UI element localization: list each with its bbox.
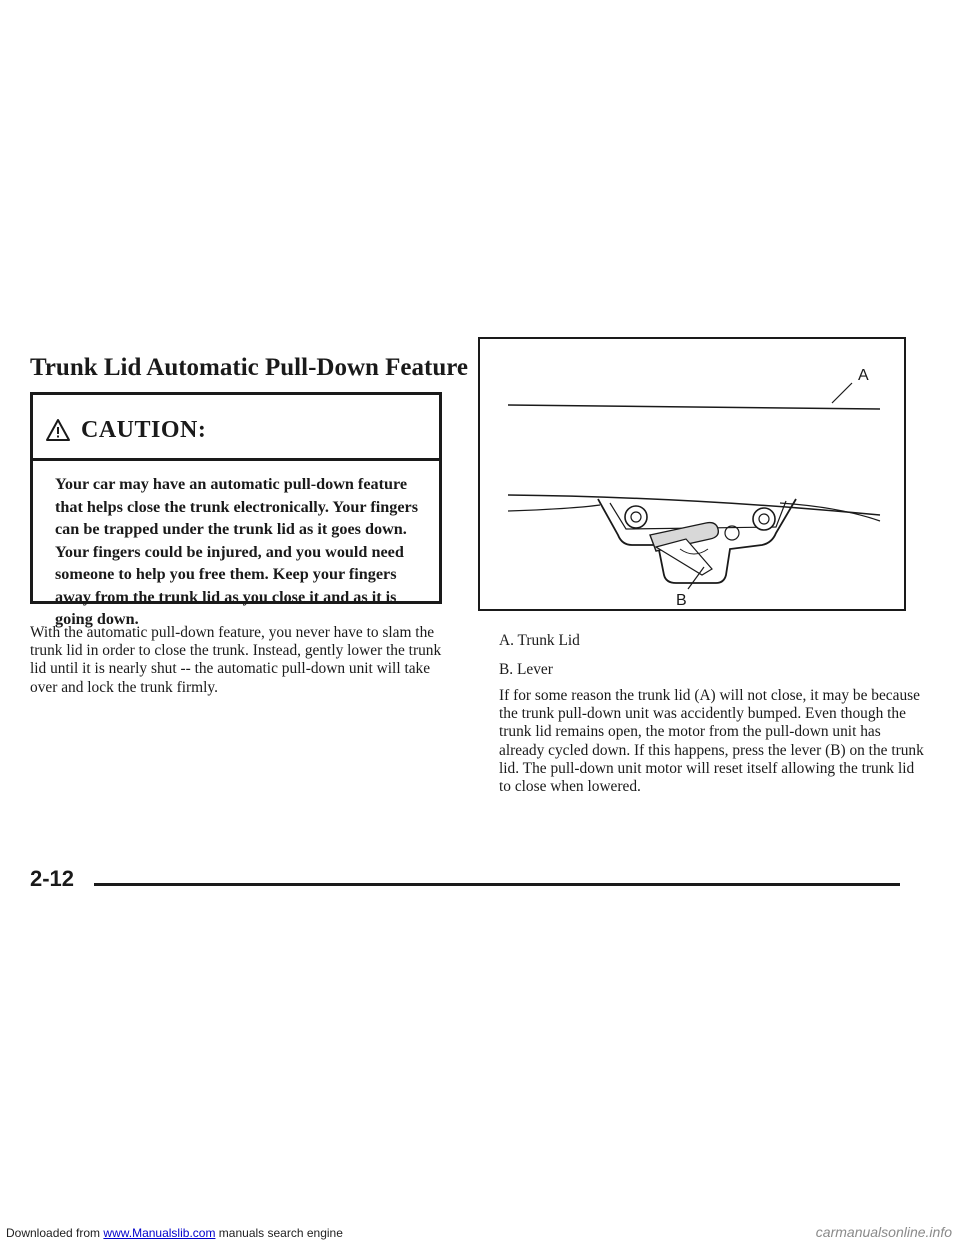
caution-heading: CAUTION: [81, 416, 207, 443]
trunk-lid-figure [478, 337, 906, 611]
callout-a: A [858, 367, 869, 384]
bottom-margin [0, 1012, 960, 1242]
watermark: carmanualsonline.info [815, 1224, 952, 1240]
footer-rule [94, 883, 900, 886]
callout-b: B [676, 592, 687, 609]
trunk-lid-illustration [480, 339, 904, 609]
intro-paragraph: With the automatic pull-down feature, you never have to slam the trunk lid in order to close the trunk. Instead, gently lower the trunk lid until it is nearly shut -- the automatic pull-down unit will take over and lock the trunk firmly. [30, 624, 442, 696]
page-number: 2-12 [30, 866, 75, 891]
warning-triangle-icon [45, 418, 71, 442]
page-title: Trunk Lid Automatic Pull-Down Feature [30, 354, 468, 381]
download-prefix: Downloaded from [6, 1226, 101, 1240]
legend-item-lever: B. Lever [499, 661, 553, 678]
caution-header [45, 417, 206, 443]
manualslib-link[interactable]: www.Manualslib.com [103, 1226, 216, 1240]
download-source-line [6, 1226, 343, 1240]
caution-divider [33, 458, 439, 461]
caution-text: Your car may have an automatic pull-down feature that helps close the trunk electronically. Your fingers can be trapped under the trunk lid as it goes down. Your fingers could be injured, and you would need someone to help you free them. Keep your fingers away from the trunk lid as you close it and as it is going down. [55, 475, 418, 628]
troubleshooting-paragraph: If for some reason the trunk lid (A) will not close, it may be because the trunk pull-down unit was accidently bumped. Even though the trunk lid remains open, the motor from the pull-down unit has already cycled down. If this happens, press the lever (B) on the trunk lid. The pull-down unit motor will reset itself allowing the trunk lid to close when lowered. [499, 687, 924, 796]
download-suffix: manuals search engine [218, 1226, 343, 1240]
caution-box [30, 392, 442, 628]
top-margin [0, 0, 960, 282]
legend-item-trunk-lid: A. Trunk Lid [499, 632, 580, 649]
